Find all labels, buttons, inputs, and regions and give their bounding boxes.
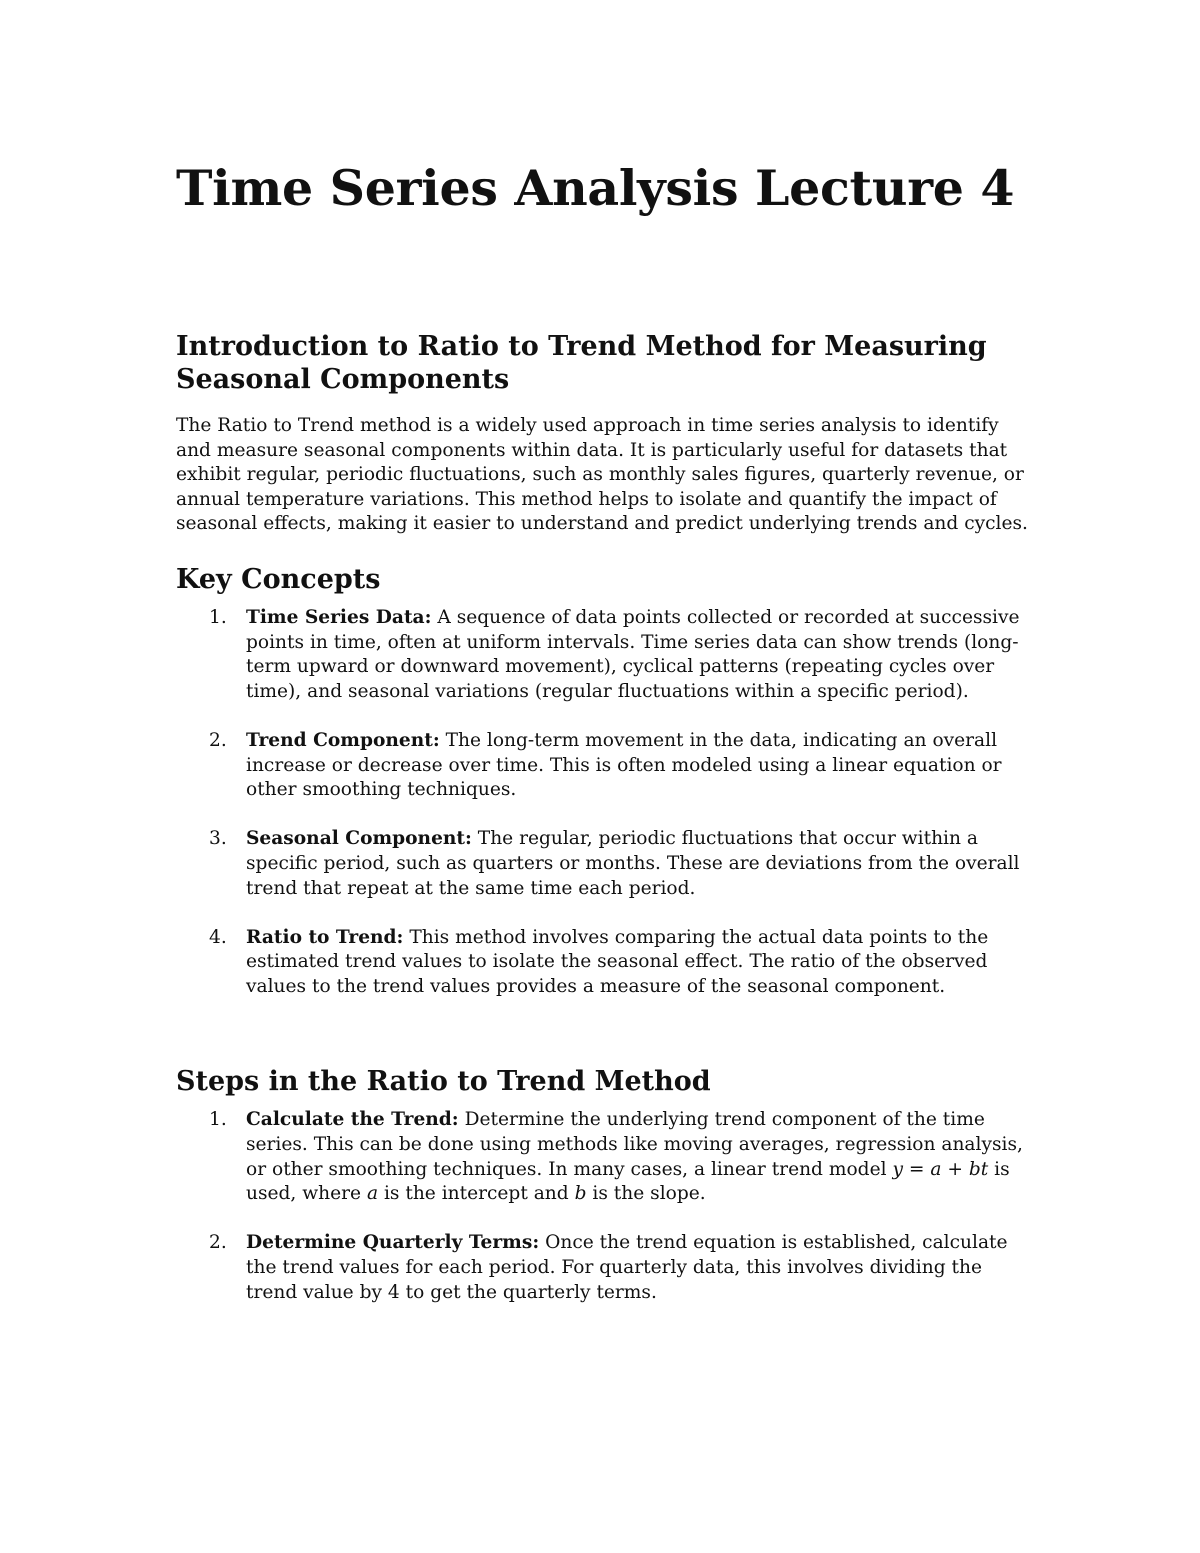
list-item [209, 1231, 1030, 1305]
step-text: is the intercept and [378, 1183, 575, 1205]
intercept-variable: a [366, 1183, 379, 1205]
step-term: Determine Quarterly Terms: [246, 1232, 540, 1254]
steps-heading: Steps in the Ratio to Trend Method [176, 1066, 711, 1098]
list-number: 1. [209, 1109, 227, 1131]
trend-equation: y = a + bt [892, 1158, 989, 1180]
concept-term: Trend Component: [246, 729, 440, 751]
list-item [209, 827, 1030, 901]
list-item [209, 926, 1030, 1000]
steps-list [176, 1108, 1030, 1305]
step-text: Determine the underlying trend component of the time series. This can be done using methods like moving averages, regression analysis, or other smoothing techniques. In many cases, a linear trend model [246, 1109, 1023, 1180]
steps-section [176, 1065, 1030, 1305]
list-number: 4. [209, 926, 227, 948]
concept-term: Time Series Data: [246, 606, 432, 628]
slope-variable: b [574, 1183, 587, 1205]
intro-section [176, 330, 1030, 537]
concept-text: This method involves comparing the actual data points to the estimated trend values to isolate the seasonal effect. The ratio of the observed values to the trend values provides a measure of the seasonal component. [246, 926, 989, 997]
step-term: Calculate the Trend: [246, 1109, 459, 1131]
list-number: 2. [209, 1232, 227, 1254]
step-text: is used, where [246, 1158, 1010, 1205]
key-concepts-section [176, 563, 1030, 1000]
concept-text: The long-term movement in the data, indicating an overall increase or decrease over time. This is often modeled using a linear equation or other smoothing techniques. [246, 729, 1002, 801]
list-number: 2. [209, 729, 227, 751]
list-number: 1. [209, 606, 227, 628]
key-concepts-heading: Key Concepts [176, 563, 381, 595]
intro-paragraph: The Ratio to Trend method is a widely used approach in time series analysis to identify and measure seasonal components within data. It is particularly useful for datasets that exhibit regular, periodic fluctuations, such as monthly sales figures, quarterly revenue, or annual temperature variations. This method helps to isolate and quantify the impact of seasonal effects, making it easier to understand and predict underlying trends and cycles. [176, 415, 1028, 535]
list-number: 3. [209, 828, 227, 850]
step-text: Once the trend equation is established, calculate the trend values for each period. For quarterly data, this involves dividing the trend value by 4 to get the quarterly terms. [246, 1232, 1008, 1303]
list-item [209, 1108, 1030, 1206]
page-title: Time Series Analysis Lecture 4 [176, 159, 1015, 217]
key-concepts-list [176, 606, 1030, 1000]
concept-text: The regular, periodic fluctuations that occur within a specific period, such as quarters or months. These are deviations from the overall trend that repeat at the same time each period. [246, 828, 1020, 899]
concept-text: A sequence of data points collected or recorded at successive points in time, often at uniform intervals. Time series data can show trends (long-term upward or downward movement), cyclical patterns (repeating cycles over time), and seasonal variations (regular fluctuations within a specific period). [246, 606, 1020, 702]
list-item [209, 606, 1030, 704]
intro-heading: Introduction to Ratio to Trend Method for Measuring Seasonal Components [176, 331, 987, 395]
concept-term: Ratio to Trend: [246, 926, 404, 948]
step-text: is the slope. [586, 1183, 706, 1205]
list-item [209, 729, 1030, 803]
concept-term: Seasonal Component: [246, 828, 472, 850]
